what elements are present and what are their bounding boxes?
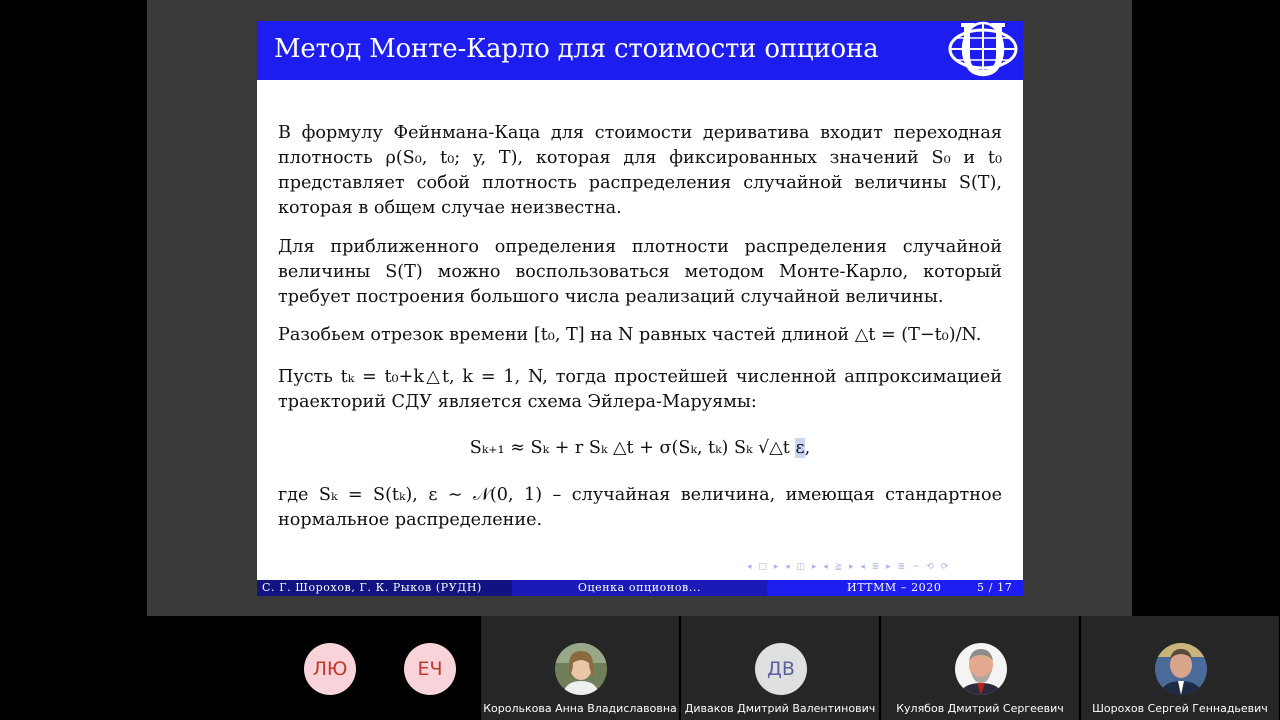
participant-initials: ЛЮ bbox=[312, 658, 348, 680]
participant-tile-kulyabov[interactable] bbox=[881, 616, 1079, 720]
participant-photo bbox=[555, 643, 607, 695]
formula-end: , bbox=[804, 438, 811, 458]
presentation-slide bbox=[257, 21, 1023, 596]
beamer-navigation-icons[interactable]: ◂ □ ▸ ◂ ◫ ▸ ◂ ≧ ▸ ◂ ≣ ▸ ≣ ∽ ⟲ ⟳ bbox=[747, 562, 951, 572]
participant-name: Диваков Дмитрий Валентинович bbox=[684, 702, 876, 715]
formula-epsilon-selected: ε bbox=[795, 438, 805, 458]
participant-avatar-lyu[interactable] bbox=[304, 643, 356, 695]
participant-initials: ДВ bbox=[767, 658, 795, 680]
footer-page-number: 5 / 17 bbox=[977, 581, 1013, 594]
participant-avatar-dv bbox=[755, 643, 807, 695]
participant-name: Шорохов Сергей Геннадьевич bbox=[1092, 702, 1268, 715]
participant-tile-korolkova[interactable] bbox=[481, 616, 679, 720]
slide-paragraph-euler-maruyama: Пусть tₖ = t₀+k△t, k = 1, N, тогда простейшей численной аппроксимацией траекторий СДУ является схема Эйлера-Маруямы: bbox=[278, 367, 1002, 412]
participant-name: Кулябов Дмитрий Сергеевич bbox=[896, 702, 1064, 715]
footer-short-title: Оценка опционов... bbox=[512, 580, 767, 596]
participant-name: Королькова Анна Владиславовна bbox=[483, 702, 677, 715]
slide-paragraph-feynman-kac: В формулу Фейнмана-Каца для стоимости деривативa входит переходная плотность ρ(S₀, t₀; y, T), которая для фиксированных значений S₀ и t₀ представляет собой плотность распределения случайной величины S(T), которая в общем случае неизвестна. bbox=[278, 123, 1002, 218]
participant-photo bbox=[955, 643, 1007, 695]
footer-right bbox=[767, 580, 1023, 596]
euler-maruyama-formula bbox=[278, 436, 1002, 461]
participant-tile-shorokhov[interactable] bbox=[1081, 616, 1279, 720]
participants-strip bbox=[0, 616, 1280, 720]
participant-avatar-ech[interactable] bbox=[404, 643, 456, 695]
footer-authors: С. Г. Шорохов, Г. К. Рыков (РУДН) bbox=[257, 580, 512, 596]
participant-initials: ЕЧ bbox=[417, 658, 443, 680]
slide-footer bbox=[257, 580, 1023, 596]
formula-main: Sₖ₊₁ ≈ Sₖ + r Sₖ △t + σ(Sₖ, tₖ) Sₖ √△t bbox=[469, 438, 790, 458]
slide-title: Метод Монте-Карло для стоимости опциона bbox=[274, 34, 879, 64]
slide-paragraph-epsilon-definition: где Sₖ = S(tₖ), ε ∼ 𝒩(0, 1) – случайная величина, имеющая стандартное нормальное распределение. bbox=[278, 485, 1002, 530]
slide-header bbox=[257, 21, 1023, 80]
participant-photo bbox=[1155, 643, 1207, 695]
slide-paragraph-monte-carlo: Для приближенного определения плотности распределения случайной величины S(T) можно воспользоваться методом Монте-Карло, который требует построения большого числа реализаций случайной величины. bbox=[278, 237, 1002, 307]
participant-tile-divakov[interactable] bbox=[681, 616, 879, 720]
footer-conference: ИТТММ – 2020 bbox=[847, 581, 942, 594]
slide-paragraph-time-split: Разобьем отрезок времени [t₀, T] на N равных частей длиной △t = (T−t₀)/N. bbox=[278, 325, 982, 345]
university-logo-icon bbox=[947, 21, 1019, 79]
